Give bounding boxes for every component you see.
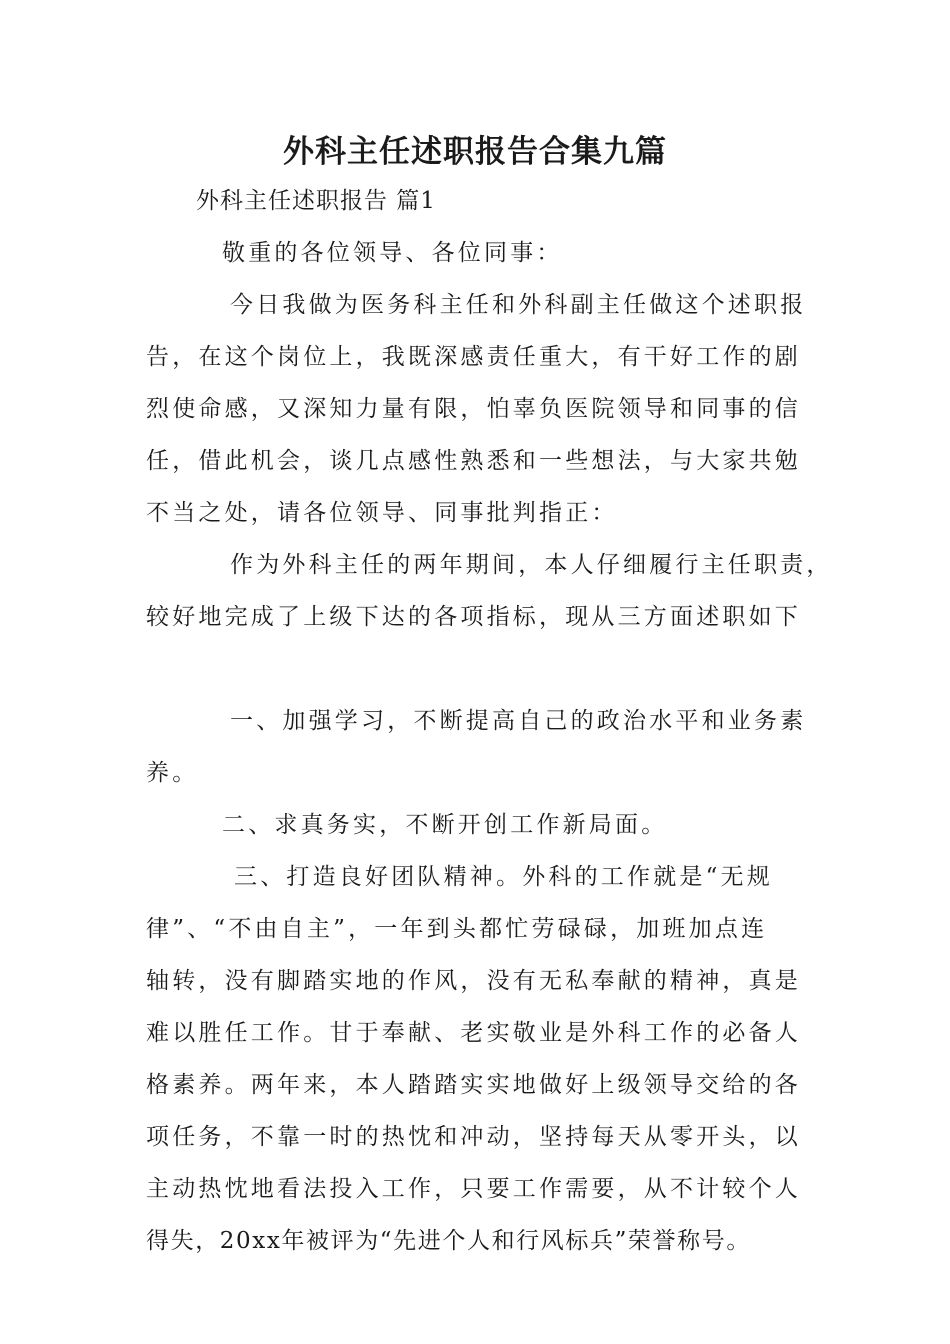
text-line: 项任务，不靠一时的热忱和冲动，坚持每天从零开头，以 (146, 1124, 801, 1150)
text-line: 不当之处，请各位领导、同事批判指正： (146, 500, 618, 526)
text-line: 主动热忱地看法投入工作，只要工作需要，从不计较个人 (146, 1176, 801, 1202)
text-line: 一、加强学习，不断提高自己的政治水平和业务素 (230, 708, 807, 734)
text-line: 今日我做为医务科主任和外科副主任做这个述职报 (230, 292, 807, 318)
text-line: 三、打造良好团队精神。外科的工作就是“无规 (234, 864, 773, 890)
text-line: 作为外科主任的两年期间，本人仔细履行主任职责， (230, 552, 833, 578)
text-line: 二、求真务实，不断开创工作新局面。 (222, 812, 668, 838)
text-line: 任，借此机会，谈几点感性熟悉和一些想法，与大家共勉 (146, 448, 801, 474)
document-title: 外科主任述职报告合集九篇 (283, 134, 667, 170)
text-line: 烈使命感，又深知力量有限，怕辜负医院领导和同事的信 (146, 396, 801, 422)
text-line: 律”、“不由自主”，一年到头都忙劳碌碌，加班加点连 (146, 916, 768, 942)
greeting: 敬重的各位领导、各位同事： (222, 240, 563, 266)
text-line: 轴转，没有脚踏实地的作风，没有无私奉献的精神，真是 (146, 968, 801, 994)
text-line: 较好地完成了上级下达的各项指标，现从三方面述职如下 (146, 604, 801, 630)
text-line: 格素养。两年来，本人踏踏实实地做好上级领导交给的各 (146, 1072, 801, 1098)
text-line: 养。 (146, 760, 199, 786)
text-line: 得失，20xx年被评为“先进个人和行风标兵”荣誉称号。 (146, 1228, 751, 1254)
text-line: 难以胜任工作。甘于奉献、老实敬业是外科工作的必备人 (146, 1020, 801, 1046)
section-heading: 外科主任述职报告 篇1 (196, 188, 436, 214)
text-line: 告，在这个岗位上，我既深感责任重大，有干好工作的剧 (146, 344, 801, 370)
